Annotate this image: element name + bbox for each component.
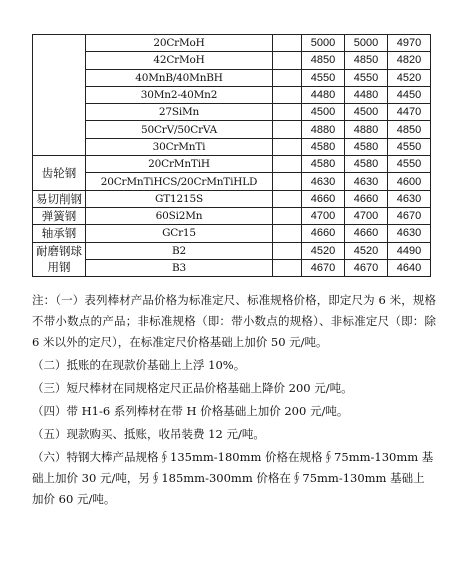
empty-cell xyxy=(273,207,302,224)
price-cell: 4600 xyxy=(388,173,431,190)
price-cell: 4520 xyxy=(345,242,388,259)
grade-cell: 30CrMnTi xyxy=(86,138,273,155)
note-1: 注：（一）表列棒材产品价格为标准定尺、标准规格价格，即定尺为 6 米，规格不带小数点的产品；非标准规格（即：带小数点的规格）、非标准定尺（即：除 6 米以外的定尺），在标准定尺价格基础上加价 50 元/吨。 xyxy=(32,293,436,349)
price-cell: 4850 xyxy=(345,52,388,69)
price-cell: 4450 xyxy=(388,86,431,103)
price-cell: 4480 xyxy=(302,86,345,103)
table-row xyxy=(33,121,431,138)
price-cell: 4630 xyxy=(388,190,431,207)
empty-cell xyxy=(273,52,302,69)
category-cell-wear-steel xyxy=(33,242,86,277)
table-row xyxy=(33,35,431,52)
category-cell: 轴承钢 xyxy=(33,225,86,242)
price-cell: 4580 xyxy=(345,156,388,173)
price-cell: 4700 xyxy=(345,207,388,224)
price-cell: 4520 xyxy=(302,242,345,259)
category-cell-gear-steel xyxy=(33,156,86,191)
grade-cell: 20CrMnTiHCS/20CrMnTiHLD xyxy=(86,173,273,190)
note-4: （四）带 H1-6 系列棒材在带 H 价格基础上加价 200 元/吨。 xyxy=(32,404,349,418)
price-cell: 4640 xyxy=(388,259,431,276)
empty-cell xyxy=(273,35,302,52)
empty-cell xyxy=(273,242,302,259)
price-cell: 4670 xyxy=(302,259,345,276)
steel-price-table xyxy=(32,34,431,277)
grade-cell: 50CrV/50CrVA xyxy=(86,121,273,138)
price-cell: 4480 xyxy=(345,86,388,103)
category-label: 齿轮钢 xyxy=(41,165,77,180)
price-cell: 4580 xyxy=(345,138,388,155)
price-cell: 4550 xyxy=(388,138,431,155)
price-cell: 4500 xyxy=(302,104,345,121)
table-row xyxy=(33,156,431,173)
table-row xyxy=(33,259,431,276)
price-cell: 4970 xyxy=(388,35,431,52)
table-row xyxy=(33,52,431,69)
price-cell: 4550 xyxy=(302,69,345,86)
price-cell: 4580 xyxy=(302,138,345,155)
price-cell: 4850 xyxy=(302,52,345,69)
grade-cell: 20CrMoH xyxy=(86,35,273,52)
empty-cell xyxy=(273,156,302,173)
price-cell: 4850 xyxy=(388,121,431,138)
price-cell: 4660 xyxy=(302,225,345,242)
price-cell: 4820 xyxy=(388,52,431,69)
price-cell: 4700 xyxy=(302,207,345,224)
table-row xyxy=(33,207,431,224)
grade-cell: B3 xyxy=(86,259,273,276)
price-cell: 4660 xyxy=(345,225,388,242)
category-cell: 弹簧钢 xyxy=(33,207,86,224)
category-label-line1: 耐磨钢球 xyxy=(36,244,82,259)
table-row xyxy=(33,190,431,207)
price-cell: 4670 xyxy=(388,207,431,224)
price-cell: 4580 xyxy=(302,156,345,173)
empty-cell xyxy=(273,86,302,103)
empty-cell xyxy=(273,69,302,86)
price-cell: 4660 xyxy=(302,190,345,207)
price-cell: 4670 xyxy=(345,259,388,276)
price-cell: 4630 xyxy=(388,225,431,242)
price-cell: 4630 xyxy=(302,173,345,190)
grade-cell: 20CrMnTiH xyxy=(86,156,273,173)
grade-cell: GCr15 xyxy=(86,225,273,242)
price-cell: 5000 xyxy=(345,35,388,52)
table-row xyxy=(33,138,431,155)
category-cell: 易切削钢 xyxy=(33,190,86,207)
note-5: （五）现款购买、抵账，收吊装费 12 元/吨。 xyxy=(32,427,265,441)
note-3: （三）短尺棒材在同规格定尺正品价格基础上降价 200 元/吨。 xyxy=(32,381,353,395)
table-row xyxy=(33,242,431,259)
price-cell: 4490 xyxy=(388,242,431,259)
empty-cell xyxy=(273,259,302,276)
table-row xyxy=(33,104,431,121)
grade-cell: 27SiMn xyxy=(86,104,273,121)
empty-cell xyxy=(273,190,302,207)
empty-cell xyxy=(273,104,302,121)
empty-cell xyxy=(273,173,302,190)
note-2: （二）抵账的在现款价基础上上浮 10%。 xyxy=(32,358,246,372)
empty-cell xyxy=(273,225,302,242)
table-row xyxy=(33,173,431,190)
price-cell: 4500 xyxy=(345,104,388,121)
empty-cell xyxy=(273,121,302,138)
grade-cell: B2 xyxy=(86,242,273,259)
grade-cell: 60Si2Mn xyxy=(86,207,273,224)
price-cell: 4630 xyxy=(345,173,388,190)
price-cell: 4880 xyxy=(302,121,345,138)
price-cell: 4550 xyxy=(345,69,388,86)
price-notes xyxy=(32,290,436,512)
grade-cell: 42CrMoH xyxy=(86,52,273,69)
empty-cell xyxy=(273,138,302,155)
price-cell: 4550 xyxy=(388,156,431,173)
price-cell: 5000 xyxy=(302,35,345,52)
category-cell xyxy=(33,35,86,156)
table-row xyxy=(33,86,431,103)
category-label-line2: 用钢 xyxy=(47,260,71,275)
grade-cell: 30Mn2-40Mn2 xyxy=(86,86,273,103)
grade-cell: GT1215S xyxy=(86,190,273,207)
price-table-body xyxy=(33,35,431,277)
table-row xyxy=(33,69,431,86)
grade-cell: 40MnB/40MnBH xyxy=(86,69,273,86)
price-cell: 4880 xyxy=(345,121,388,138)
table-row xyxy=(33,225,431,242)
note-6: （六）特钢大棒产品规格∮135mm-180mm 价格在规格∮75mm-130mm 基础上加价 30 元/吨，另∮185mm-300mm 价格在∮75mm-130mm 基础上加价 60 元/吨。 xyxy=(32,450,434,506)
price-cell: 4660 xyxy=(345,190,388,207)
price-cell: 4470 xyxy=(388,104,431,121)
price-cell: 4520 xyxy=(388,69,431,86)
